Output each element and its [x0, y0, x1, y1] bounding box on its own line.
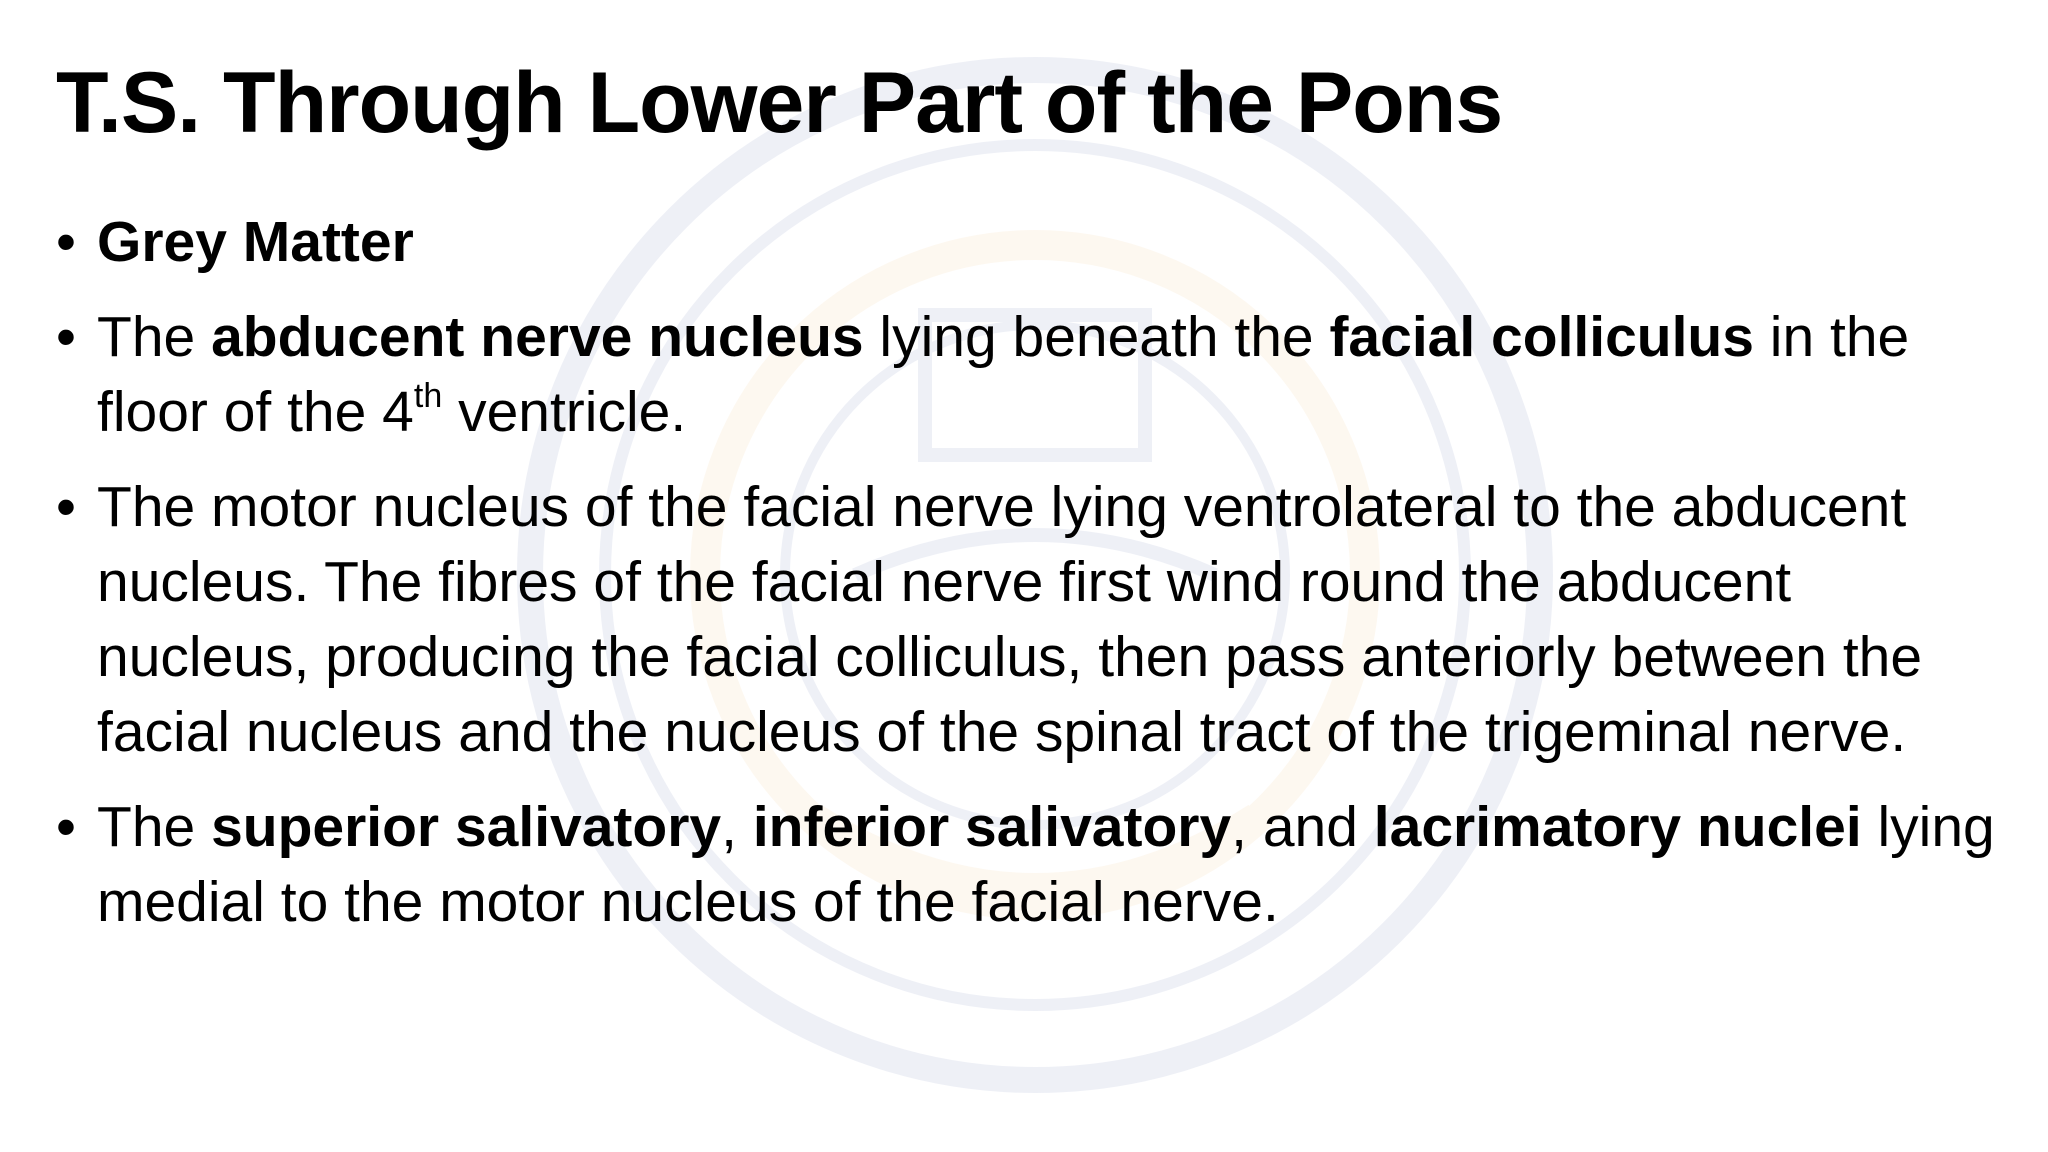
- slide-title: T.S. Through Lower Part of the Pons: [56, 55, 1503, 151]
- bullet-item: [56, 205, 2016, 280]
- bullet-marker: •: [56, 305, 76, 369]
- bullet-segment: ventricle.: [442, 380, 687, 444]
- bullet-segment-bold: superior salivatory: [211, 795, 722, 859]
- bullet-segment: ,: [721, 795, 753, 859]
- bullet-segment: lying medial to the motor nucleus of the facial nerve.: [97, 795, 1995, 934]
- bullet-segment: The: [97, 795, 212, 859]
- bullet-segment: Grey Matter: [97, 210, 414, 274]
- bullet-segment: The motor nucleus of the facial nerve lying ventrolateral to the abducent nucleus. The fibres of the facial nerve first wind round the abducent nucleus, producing the facial colliculus, then pass anteriorly between the facial nucleus and the nucleus of the spinal tract of the trigeminal nerve.: [97, 475, 1923, 764]
- bullet-segment: in the floor of the 4: [97, 305, 1910, 444]
- bullet-marker: •: [56, 795, 76, 859]
- bullet-segment: , and: [1231, 795, 1374, 859]
- bullet-segment-bold: inferior salivatory: [752, 795, 1232, 859]
- bullet-segment-bold: lacrimatory nuclei: [1373, 795, 1862, 859]
- bullet-marker: •: [56, 475, 76, 539]
- superscript-ordinal: th: [413, 377, 443, 415]
- bullet-list: [56, 205, 2016, 960]
- bullet-item: [56, 790, 2016, 940]
- bullet-marker: •: [56, 210, 76, 274]
- bullet-segment-bold: facial colliculus: [1329, 305, 1754, 369]
- bullet-item: [56, 470, 2016, 770]
- bullet-segment: The: [97, 305, 212, 369]
- bullet-segment: lying beneath the: [863, 305, 1330, 369]
- bullet-item: [56, 300, 2016, 450]
- bullet-segment-bold: abducent nerve nucleus: [211, 305, 864, 369]
